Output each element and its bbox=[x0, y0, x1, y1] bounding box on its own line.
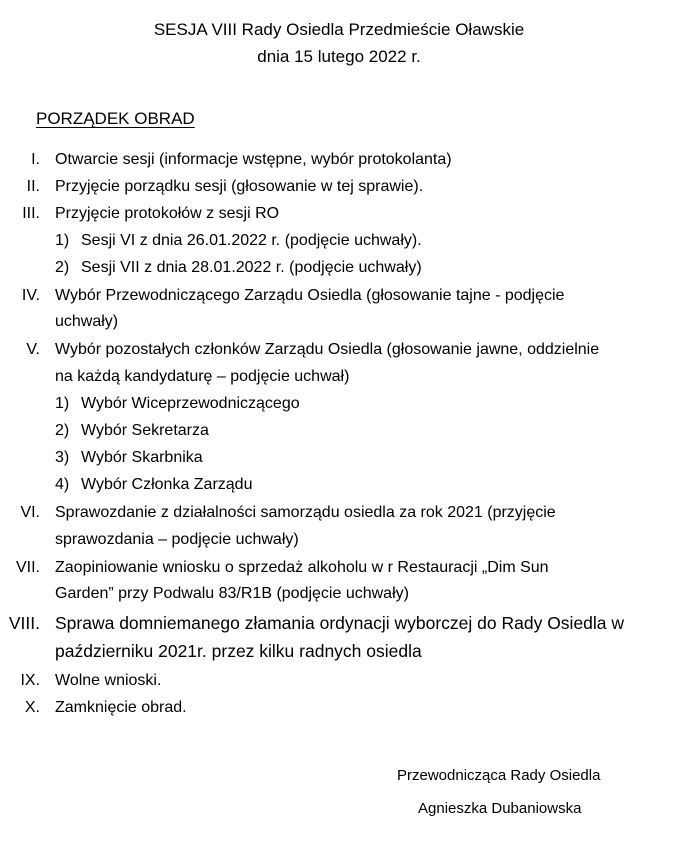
item-number: II. bbox=[26, 178, 40, 195]
agenda-item-text: Zaopiniowanie wniosku o sprzedaż alkoholu w r Restauracji „Dim Sun bbox=[55, 559, 549, 576]
item-number: VI. bbox=[20, 504, 40, 521]
subitem-text: Wybór Sekretarza bbox=[81, 422, 209, 439]
subitem-text: Sesji VI z dnia 26.01.2022 r. (podjęcie uchwały). bbox=[81, 232, 422, 249]
agenda-item-text: Przyjęcie protokołów z sesji RO bbox=[55, 205, 280, 222]
agenda-item-text: Sprawa domniemanego złamania ordynacji wyborczej do Rady Osiedla w bbox=[55, 613, 625, 633]
agenda-heading: PORZĄDEK OBRAD bbox=[36, 109, 195, 128]
agenda-item-text: Wolne wnioski. bbox=[55, 672, 162, 689]
item-number: IV. bbox=[21, 287, 40, 304]
subitem-text: Wybór Skarbnika bbox=[81, 449, 203, 466]
item-number: IX. bbox=[20, 672, 40, 689]
subitem-number: 3) bbox=[55, 449, 70, 466]
agenda-item-text: Zamknięcie obrad. bbox=[55, 699, 187, 716]
agenda-item-text: Sprawozdanie z działalności samorządu osiedla za rok 2021 (przyjęcie bbox=[55, 504, 556, 521]
agenda-item-text: październiku 2021r. przez kilku radnych osiedla bbox=[55, 641, 422, 661]
document-title: SESJA VIII Rady Osiedla Przedmieście Oławskie bbox=[153, 20, 525, 39]
subitem-text: Wybór Członka Zarządu bbox=[81, 476, 253, 493]
item-number: V. bbox=[26, 341, 40, 358]
agenda-item-text: uchwały) bbox=[55, 313, 119, 330]
item-number: VII. bbox=[15, 559, 40, 576]
subitem-number: 2) bbox=[55, 422, 70, 439]
agenda-item-text: Przyjęcie porządku sesji (głosowanie w tej sprawie). bbox=[55, 178, 424, 195]
signature-role: Przewodnicząca Rady Osiedla bbox=[397, 767, 601, 784]
item-number: X. bbox=[24, 699, 40, 716]
item-number: III. bbox=[22, 205, 40, 222]
signature-name: Agnieszka Dubaniowska bbox=[418, 800, 582, 817]
agenda-item-text: na każdą kandydaturę – podjęcie uchwał) bbox=[55, 368, 350, 385]
subitem-number: 2) bbox=[55, 259, 70, 276]
agenda-item-text: Otwarcie sesji (informacje wstępne, wybór protokolanta) bbox=[55, 151, 452, 168]
document-date: dnia 15 lutego 2022 r. bbox=[257, 47, 421, 66]
subitem-number: 1) bbox=[55, 232, 70, 249]
subitem-number: 4) bbox=[55, 476, 70, 493]
subitem-text: Wybór Wiceprzewodniczącego bbox=[81, 395, 300, 412]
subitem-number: 1) bbox=[55, 395, 70, 412]
agenda-item-text: Wybór Przewodniczącego Zarządu Osiedla (głosowanie tajne - podjęcie bbox=[55, 287, 565, 304]
agenda-item-text: Wybór pozostałych członków Zarządu Osiedla (głosowanie jawne, oddzielnie bbox=[55, 341, 600, 358]
agenda-item-text: sprawozdania – podjęcie uchwały) bbox=[55, 531, 299, 548]
subitem-text: Sesji VII z dnia 28.01.2022 r. (podjęcie uchwały) bbox=[81, 259, 422, 276]
agenda-item-text: Garden” przy Podwalu 83/R1B (podjęcie uchwały) bbox=[55, 585, 409, 602]
item-number: I. bbox=[31, 151, 40, 168]
item-number: VIII. bbox=[8, 613, 40, 633]
